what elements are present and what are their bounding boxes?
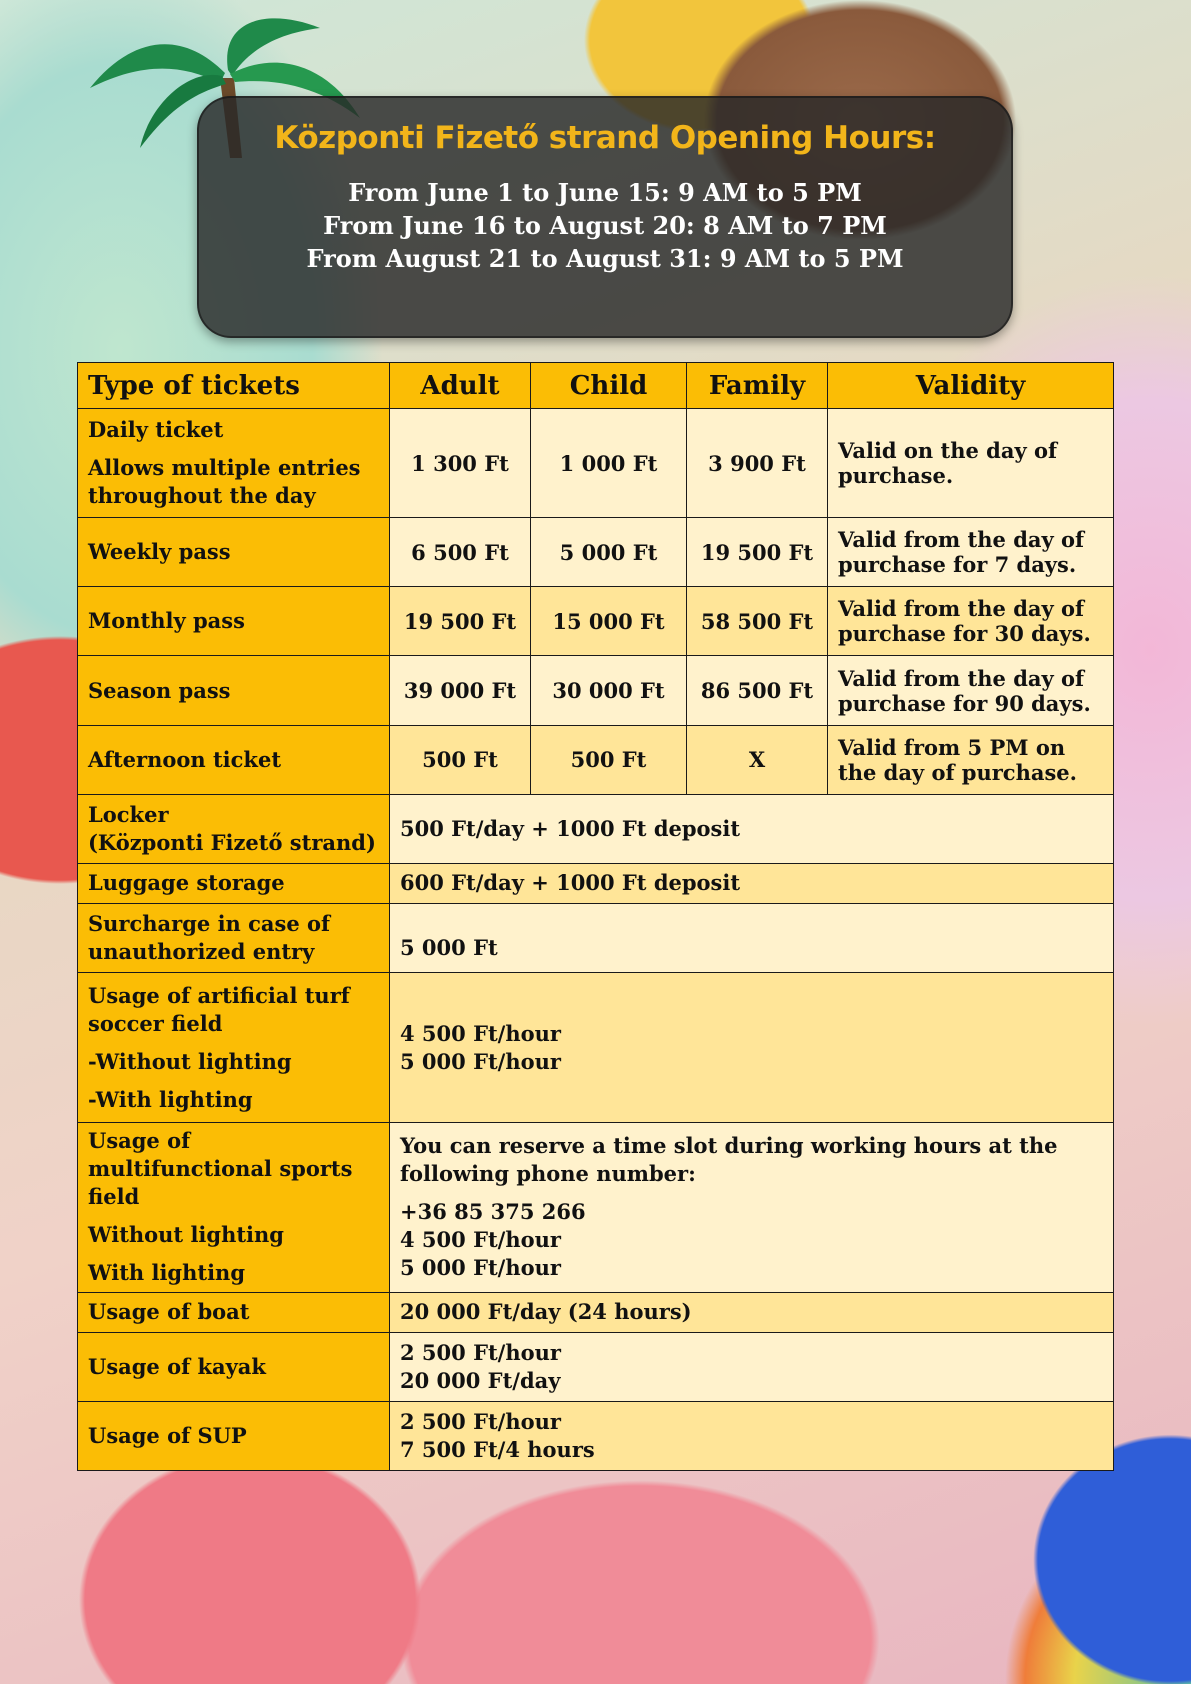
table-row bbox=[78, 656, 1114, 725]
price-family: 3 900 Ft bbox=[687, 409, 828, 518]
service-name: Usage of kayak bbox=[78, 1332, 390, 1401]
price-child: 5 000 Ft bbox=[531, 518, 687, 587]
price-family: 19 500 Ft bbox=[687, 518, 828, 587]
price-child: 500 Ft bbox=[531, 725, 687, 794]
turf-label: Usage of artificial turf soccer field bbox=[88, 982, 350, 1036]
header-family: Family bbox=[687, 363, 828, 409]
table-row bbox=[78, 1123, 1114, 1292]
table-row bbox=[78, 794, 1114, 863]
price-adult: 6 500 Ft bbox=[390, 518, 531, 587]
table-row bbox=[78, 903, 1114, 972]
table-row bbox=[78, 1401, 1114, 1470]
kayak-price-hour: 2 500 Ft/hour bbox=[400, 1339, 561, 1365]
kayak-price-day: 20 000 Ft/day bbox=[400, 1367, 561, 1393]
ticket-name: Monthly pass bbox=[78, 587, 390, 656]
multi-label: Usage of multifunctional sports field bbox=[88, 1128, 353, 1210]
service-name bbox=[78, 794, 390, 863]
table-row bbox=[78, 518, 1114, 587]
price-family: 58 500 Ft bbox=[687, 587, 828, 656]
header-adult: Adult bbox=[390, 363, 531, 409]
table-row bbox=[78, 725, 1114, 794]
price-adult: 19 500 Ft bbox=[390, 587, 531, 656]
table-row bbox=[78, 409, 1114, 518]
ticket-name: Daily ticket bbox=[88, 417, 224, 443]
multi-phone: +36 85 375 266 bbox=[400, 1199, 586, 1225]
table-row bbox=[78, 863, 1114, 903]
turf-option-with: -With lighting bbox=[88, 1086, 253, 1112]
price-adult: 500 Ft bbox=[390, 725, 531, 794]
price-adult: 1 300 Ft bbox=[390, 409, 531, 518]
price-child: 1 000 Ft bbox=[531, 409, 687, 518]
opening-hours-title: Központi Fizető strand Opening Hours: bbox=[274, 120, 936, 156]
validity: Valid on the day of purchase. bbox=[828, 409, 1114, 518]
locker-price: 500 Ft/day + 1000 Ft deposit bbox=[390, 794, 1114, 863]
locker-label: Locker bbox=[88, 801, 169, 827]
ticket-name: Weekly pass bbox=[78, 518, 390, 587]
table-row bbox=[78, 1292, 1114, 1332]
validity: Valid from 5 PM on the day of purchase. bbox=[828, 725, 1114, 794]
sup-price-4hours: 7 500 Ft/4 hours bbox=[400, 1436, 595, 1462]
header-validity: Validity bbox=[828, 363, 1114, 409]
opening-hours-line: From June 16 to August 20: 8 AM to 7 PM bbox=[323, 211, 887, 240]
sup-price-hour: 2 500 Ft/hour bbox=[400, 1408, 561, 1434]
table-row bbox=[78, 1332, 1114, 1401]
validity: Valid from the day of purchase for 7 days. bbox=[828, 518, 1114, 587]
turf-price-with: 5 000 Ft/hour bbox=[400, 1048, 561, 1074]
price-child: 30 000 Ft bbox=[531, 656, 687, 725]
price-adult: 39 000 Ft bbox=[390, 656, 531, 725]
header-child: Child bbox=[531, 363, 687, 409]
validity: Valid from the day of purchase for 90 days. bbox=[828, 656, 1114, 725]
sup-prices bbox=[390, 1401, 1114, 1470]
table-row bbox=[78, 587, 1114, 656]
turf-option-without: -Without lighting bbox=[88, 1048, 292, 1074]
service-name bbox=[78, 972, 390, 1122]
opening-hours-line: From August 21 to August 31: 9 AM to 5 PM bbox=[306, 244, 904, 273]
service-name: Surcharge in case of unauthorized entry bbox=[78, 903, 390, 972]
header-type: Type of tickets bbox=[78, 363, 390, 409]
service-name: Usage of SUP bbox=[78, 1401, 390, 1470]
multi-option-without: Without lighting bbox=[88, 1222, 284, 1248]
service-name: Usage of boat bbox=[78, 1292, 390, 1332]
ticket-name: Afternoon ticket bbox=[78, 725, 390, 794]
turf-prices bbox=[390, 972, 1114, 1122]
ticket-name: Season pass bbox=[78, 656, 390, 725]
opening-hours-line: From June 1 to June 15: 9 AM to 5 PM bbox=[348, 178, 862, 207]
locker-location: (Központi Fizető strand) bbox=[88, 829, 376, 855]
opening-hours-panel bbox=[197, 96, 1013, 338]
service-name: Luggage storage bbox=[78, 863, 390, 903]
validity: Valid from the day of purchase for 30 days. bbox=[828, 587, 1114, 656]
multi-details bbox=[390, 1123, 1114, 1292]
surcharge-price: 5 000 Ft bbox=[390, 903, 1114, 972]
price-family: X bbox=[687, 725, 828, 794]
table-row bbox=[78, 972, 1114, 1122]
multi-price-without: 4 500 Ft/hour bbox=[400, 1227, 561, 1253]
price-family: 86 500 Ft bbox=[687, 656, 828, 725]
price-table bbox=[77, 362, 1114, 1471]
multi-price-with: 5 000 Ft/hour bbox=[400, 1255, 561, 1281]
kayak-prices bbox=[390, 1332, 1114, 1401]
ticket-description: Allows multiple entries throughout the day bbox=[88, 455, 361, 509]
multi-reservation-note: You can reserve a time slot during working hours at the following phone number: bbox=[400, 1133, 1058, 1187]
boat-price: 20 000 Ft/day (24 hours) bbox=[390, 1292, 1114, 1332]
multi-option-with: With lighting bbox=[88, 1260, 246, 1286]
ticket-type bbox=[78, 409, 390, 518]
service-name bbox=[78, 1123, 390, 1292]
luggage-price: 600 Ft/day + 1000 Ft deposit bbox=[390, 863, 1114, 903]
price-child: 15 000 Ft bbox=[531, 587, 687, 656]
table-header-row bbox=[78, 363, 1114, 409]
turf-price-without: 4 500 Ft/hour bbox=[400, 1020, 561, 1046]
